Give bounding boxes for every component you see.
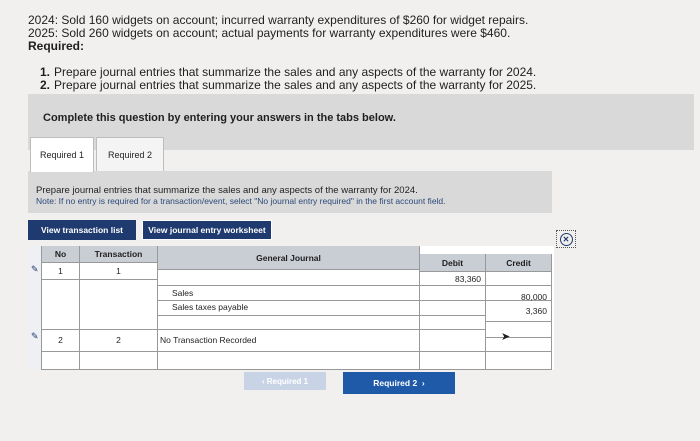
journal-cell[interactable] xyxy=(158,316,420,330)
credit-cell[interactable] xyxy=(486,322,552,338)
debit-cell[interactable] xyxy=(420,316,486,330)
prev-required-button[interactable]: ‹ Required 1 xyxy=(244,372,326,390)
row-transaction: 1 xyxy=(80,263,158,280)
panel-note: Note: If no entry is required for a transaction/event, select "No journal entry required" in the first account field. xyxy=(36,196,446,206)
debit-cell[interactable] xyxy=(420,286,486,301)
journal-cell[interactable] xyxy=(158,352,420,370)
pencil-icon[interactable]: ✎ xyxy=(31,264,39,274)
header-credit: Credit xyxy=(486,254,552,272)
journal-cell[interactable]: Sales xyxy=(158,286,420,301)
credit-cell[interactable] xyxy=(486,272,552,286)
debit-cell[interactable] xyxy=(420,352,486,370)
debit-cell[interactable] xyxy=(420,330,486,352)
journal-cell[interactable]: No Transaction Recorded xyxy=(158,330,420,352)
credit-cell[interactable]: 3,360 xyxy=(486,301,552,322)
task-list xyxy=(40,66,536,92)
question-panel xyxy=(28,171,552,213)
tab-label: Required 2 xyxy=(107,150,153,160)
pencil-icon[interactable]: ✎ xyxy=(31,331,39,341)
edit-column xyxy=(28,263,42,370)
close-circle-icon[interactable]: ✕ xyxy=(556,230,576,248)
view-journal-worksheet-button[interactable]: View journal entry worksheet xyxy=(142,220,272,240)
tab-label: Required 1 xyxy=(39,150,85,160)
problem-line-2025: 2025: Sold 260 widgets on account; actual payments for warranty expenditures were $460. xyxy=(28,26,511,40)
row-no xyxy=(42,352,80,370)
credit-cell[interactable]: 80,000 xyxy=(486,286,552,301)
view-transaction-list-button[interactable]: View transaction list xyxy=(28,220,136,240)
banner-title: Complete this question by entering your answers in the tabs below. xyxy=(43,112,396,124)
credit-cell[interactable] xyxy=(486,352,552,370)
header-no: No xyxy=(42,246,80,263)
debit-cell[interactable]: 83,360 xyxy=(420,272,486,286)
header-debit: Debit xyxy=(420,254,486,272)
header-general-journal: General Journal xyxy=(158,246,420,270)
edit-column-header xyxy=(28,246,42,263)
journal-table xyxy=(28,246,554,370)
task-item: 2. Prepare journal entries that summarize the sales and any aspects of the warranty for 2025. xyxy=(40,78,537,92)
mouse-pointer-icon: ➤ xyxy=(501,331,511,343)
journal-cell[interactable] xyxy=(158,270,420,286)
problem-line-2024: 2024: Sold 160 widgets on account; incurred warranty expenditures of $260 for widget repairs. xyxy=(28,13,529,27)
next-label: Required 2 xyxy=(373,378,418,388)
next-required-button[interactable]: Required 2 › xyxy=(343,372,455,394)
row-transaction: 2 xyxy=(80,330,158,352)
row-transaction xyxy=(80,352,158,370)
problem-statement xyxy=(28,14,528,53)
header-transaction: Transaction xyxy=(80,246,158,263)
row-no xyxy=(42,280,80,330)
required-label: Required: xyxy=(28,39,85,53)
journal-cell[interactable]: Sales taxes payable xyxy=(158,301,420,316)
row-no: 1 xyxy=(42,263,80,280)
panel-instruction: Prepare journal entries that summarize the sales and any aspects of the warranty for 2024. xyxy=(36,185,418,196)
prev-label: Required 1 xyxy=(266,376,309,386)
tab-required-2[interactable] xyxy=(96,137,164,173)
row-transaction xyxy=(80,280,158,330)
tab-required-1[interactable] xyxy=(30,137,94,172)
debit-cell[interactable] xyxy=(420,301,486,316)
task-item: 1. Prepare journal entries that summarize the sales and any aspects of the warranty for 2024. xyxy=(40,65,537,79)
credit-cell[interactable] xyxy=(486,338,552,352)
row-no: 2 xyxy=(42,330,80,352)
